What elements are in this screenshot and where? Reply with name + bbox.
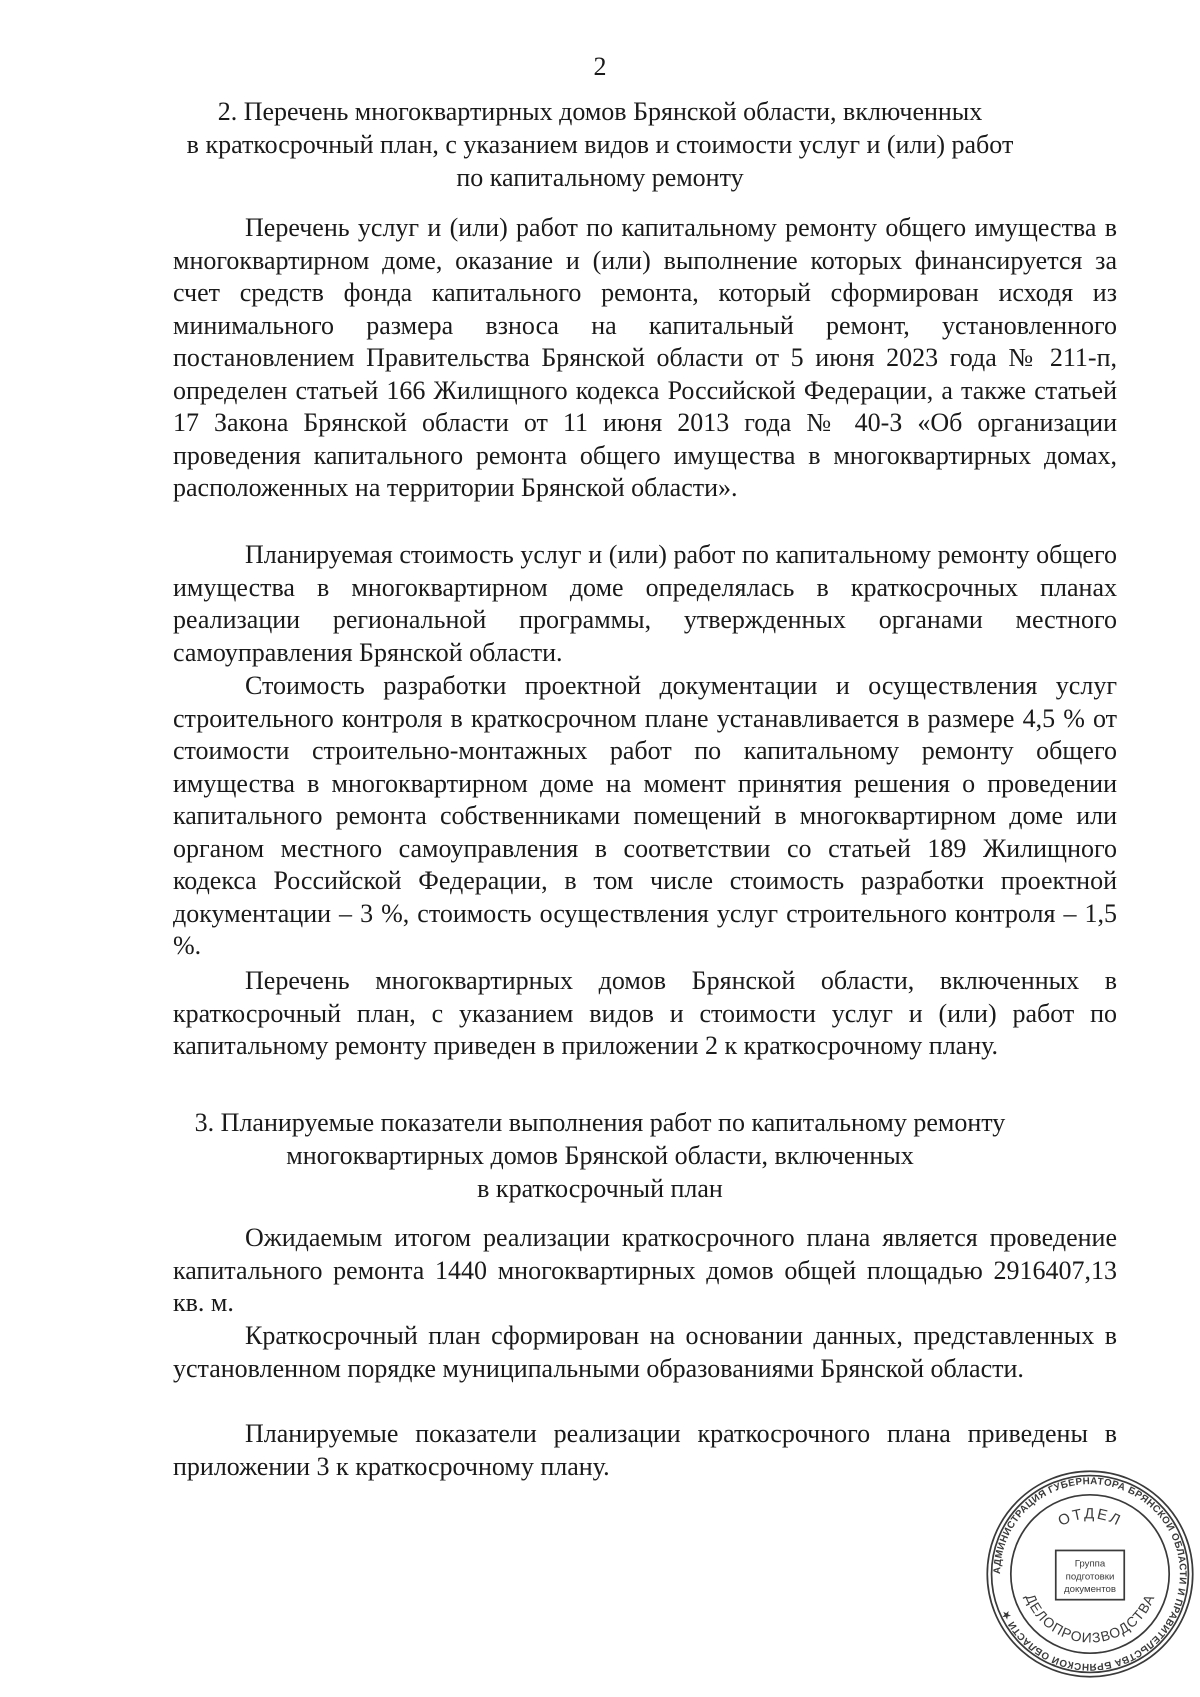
paragraph: Ожидаемым итогом реализации краткосрочного плана является проведение капитального ремонта 1440 многоквартирных домов общей площадью 2916407,13 кв. м. (173, 1223, 1117, 1317)
stamp-graphic (983, 1467, 1197, 1681)
heading-line: многоквартирных домов Брянской области, включенных (286, 1141, 914, 1170)
section-3-heading (140, 1106, 1060, 1205)
stamp-top-text: ОТДЕЛ (1055, 1505, 1125, 1530)
section-2-heading (140, 95, 1060, 194)
stamp-ring-text: АДМИНИСТРАЦИЯ ГУБЕРНАТОРА БРЯНСКОЙ ОБЛАСТИ И ПРАВИТЕЛЬСТВА БРЯНСКОЙ ОБЛАСТИ ★ (992, 1476, 1188, 1672)
heading-line: по капитальному ремонту (456, 163, 744, 192)
heading-line: в краткосрочный план, с указанием видов и стоимости услуг и (или) работ (186, 130, 1014, 159)
svg-text:ОТДЕЛ (1055, 1505, 1124, 1530)
paragraph: Краткосрочный план сформирован на основании данных, представленных в установленном порядке муниципальными образованиями Брянской области. (173, 1321, 1117, 1383)
paragraph: Перечень услуг и (или) работ по капитальному ремонту общего имущества в многоквартирном доме, оказание и (или) выполнение которых финансируется за счет средств фонда капитального ремонта, который сформирован исходя из минимального размера взноса на капитальный ремонт, установленного постановлением Правительства Брянской области от 5 июня 2023 года № 211-п, определен статьей 166 Жилищного кодекса Российской Федерации, а также статьей 17 Закона Брянской области от 11 июня 2013 года № 40-З «Об организации проведения капитального ремонта общего имущества в многоквартирных домах, расположенных на территории Брянской области». (173, 213, 1117, 502)
paragraph: Стоимость разработки проектной документации и осуществления услуг строительного контроля в краткосрочном плане устанавливается в размере 4,5 % от стоимости строительно-монтажных работ по капитальному ремонту общего имущества в многоквартирном доме на момент принятия решения о проведении капитального ремонта собственниками помещений в многоквартирном доме или органом местного самоуправления в соответствии со статьей 189 Жилищного кодекса Российской Федерации, в том числе стоимость разработки проектной документации – 3 %, стоимость осуществления услуг строительного контроля – 1,5 %. (173, 671, 1117, 960)
stamp-center-line: Группа (1074, 1558, 1106, 1570)
stamp-center-line: подготовки (1065, 1571, 1115, 1583)
paragraph: Перечень многоквартирных домов Брянской области, включенных в краткосрочный план, с указанием видов и стоимости услуг и (или) работ по капитальному ремонту приведен в приложении 2 к краткосрочному плану. (173, 966, 1117, 1060)
heading-line: 2. Перечень многоквартирных домов Брянской области, включенных (217, 97, 983, 126)
paragraph: Планируемые показатели реализации краткосрочного плана приведены в приложении 3 к краткосрочному плану. (173, 1419, 1117, 1481)
heading-line: 3. Планируемые показатели выполнения работ по капитальному ремонту (194, 1108, 1006, 1137)
office-stamp (983, 1467, 1197, 1681)
stamp-bottom-text: ДЕЛОПРОИЗВОДСТВА (1022, 1591, 1158, 1646)
paragraph: Планируемая стоимость услуг и (или) работ по капитальному ремонту общего имущества в многоквартирном доме определялась в краткосрочных планах реализации региональной программы, утвержденных органами местного самоуправления Брянской области. (173, 540, 1117, 667)
stamp-center-line: документов (1063, 1584, 1117, 1596)
page-number: 2 (593, 52, 607, 81)
heading-line: в краткосрочный план (477, 1174, 723, 1203)
